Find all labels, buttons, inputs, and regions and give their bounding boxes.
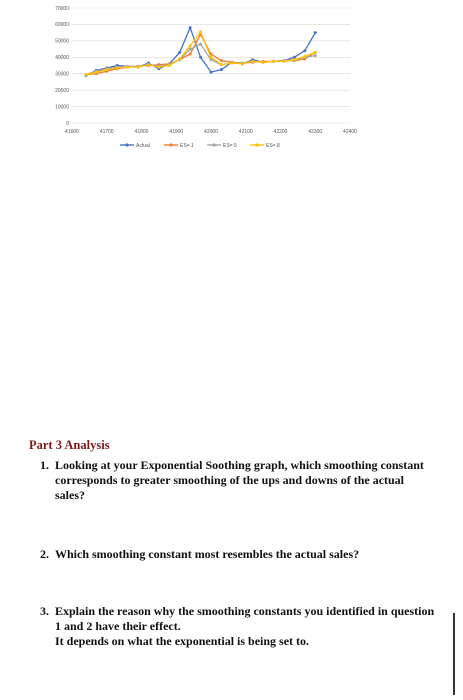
data-point-es8-18 (272, 60, 275, 63)
legend-label-es5: ES=.5 (223, 143, 237, 149)
data-point-es8-21 (303, 55, 306, 58)
data-point-es8-20 (293, 58, 296, 61)
y-tick-label-6: 60000 (55, 22, 69, 29)
legend-label-es8: ES=.8 (266, 143, 280, 149)
data-point-es8-14 (230, 62, 233, 65)
y-tick-label-0: 0 (66, 120, 69, 127)
data-point-es8-12 (210, 56, 213, 59)
y-axis-ticks (55, 6, 69, 127)
data-point-es8-3 (116, 66, 119, 69)
question-1 (40, 458, 435, 503)
data-point-es8-1 (95, 71, 98, 74)
chart-legend (120, 143, 280, 149)
x-tick-label-3: 41900 (169, 129, 184, 135)
question-3-number: 3. (40, 604, 49, 618)
x-tick-label-4: 42000 (204, 129, 218, 135)
data-point-es8-22 (314, 51, 317, 54)
data-point-es5-22 (314, 54, 317, 57)
data-point-es5-11 (199, 43, 202, 46)
data-point-actual-11 (199, 56, 202, 59)
x-tick-label-5: 42100 (238, 129, 253, 135)
question-3-answer: It depends on what the exponential is being set to. (55, 634, 310, 648)
data-point-es8-7 (157, 66, 160, 69)
question-2 (40, 547, 435, 562)
legend-marker-es5 (212, 143, 215, 146)
series-line-es1 (86, 34, 315, 74)
legend-marker-es8 (255, 143, 258, 146)
x-tick-label-7: 42300 (308, 129, 323, 135)
legend-item-es8 (250, 143, 280, 149)
x-tick-label-2: 41800 (134, 129, 149, 135)
x-tick-label-1: 41700 (99, 129, 114, 135)
data-point-es8-4 (126, 66, 129, 69)
data-point-es1-13 (220, 59, 223, 62)
legend-label-actual: Actual (136, 143, 150, 149)
y-tick-label-7: 70000 (55, 5, 69, 12)
right-edge-rule (453, 613, 455, 695)
data-point-es8-8 (168, 64, 171, 67)
y-tick-label-2: 20000 (55, 87, 69, 94)
legend-label-es1: ES=.1 (180, 143, 194, 149)
y-tick-label-4: 40000 (55, 55, 69, 62)
y-tick-label-3: 30000 (55, 71, 69, 78)
data-point-es8-19 (282, 60, 285, 63)
data-point-actual-10 (189, 26, 192, 29)
data-point-es8-11 (199, 30, 202, 33)
legend-item-es5 (207, 143, 237, 149)
data-point-es8-16 (251, 60, 254, 63)
data-point-es8-10 (189, 44, 192, 47)
data-point-es8-15 (241, 62, 244, 65)
legend-marker-es1 (169, 143, 172, 146)
data-point-actual-21 (303, 49, 306, 52)
y-tick-label-5: 50000 (55, 38, 69, 45)
data-point-actual-12 (210, 71, 213, 74)
chart-gridlines (72, 8, 350, 123)
x-tick-label-0: 41600 (65, 129, 79, 135)
x-axis-ticks (65, 129, 357, 135)
data-point-es8-13 (220, 63, 223, 66)
data-point-actual-9 (178, 51, 181, 54)
data-point-es1-10 (189, 53, 192, 56)
series-line-es8 (86, 32, 315, 75)
data-point-es8-0 (84, 73, 87, 76)
y-tick-label-1: 10000 (55, 104, 69, 111)
question-3 (40, 604, 435, 649)
legend-item-actual (120, 143, 150, 149)
data-point-es8-5 (137, 66, 140, 69)
data-point-es8-2 (105, 68, 108, 71)
question-2-text: Which smoothing constant most resembles the actual sales? (55, 547, 360, 561)
exponential-smoothing-chart (0, 0, 463, 160)
legend-marker-actual (125, 143, 128, 146)
x-tick-label-8: 42400 (343, 129, 357, 135)
part-title: Part 3 Analysis (29, 438, 110, 452)
question-1-number: 1. (40, 458, 49, 472)
question-1-text: Looking at your Exponential Soothing graph, which smoothing constant corresponds to greater smoothing of the ups and downs of the actual sales? (55, 458, 424, 502)
data-point-es8-9 (178, 57, 181, 60)
data-point-es8-17 (262, 61, 265, 64)
x-tick-label-6: 42200 (273, 129, 288, 135)
legend-item-es1 (164, 143, 194, 149)
series-line-es5 (86, 44, 315, 74)
data-point-actual-22 (314, 31, 317, 34)
data-point-es8-6 (147, 63, 150, 66)
question-2-number: 2. (40, 547, 49, 561)
question-3-text: Explain the reason why the smoothing constants you identified in question 1 and 2 have their effect. (55, 604, 435, 633)
chart-series (84, 26, 316, 77)
data-point-actual-13 (220, 68, 223, 71)
